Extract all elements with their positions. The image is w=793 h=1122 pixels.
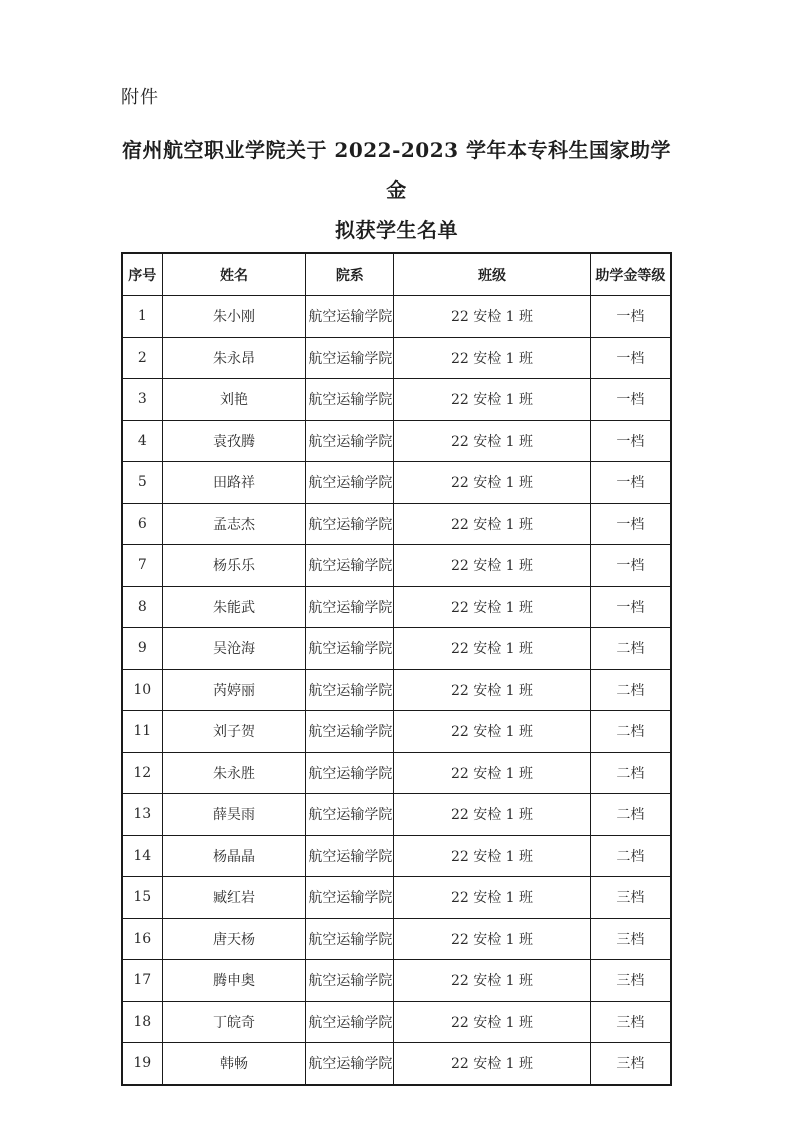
cell-class-name: 22 安检 1 班 (394, 711, 591, 753)
table-row (122, 296, 671, 338)
cell-name: 孟志杰 (162, 503, 306, 545)
table-row (122, 918, 671, 960)
cell-department: 航空运输学院 (306, 669, 394, 711)
cell-class-name: 22 安检 1 班 (394, 1001, 591, 1043)
cell-class-name: 22 安检 1 班 (394, 835, 591, 877)
cell-name: 丁皖奇 (162, 1001, 306, 1043)
cell-grade: 三档 (590, 918, 671, 960)
cell-no: 4 (122, 420, 162, 462)
cell-department: 航空运输学院 (306, 877, 394, 919)
header-class: 班级 (394, 253, 591, 296)
cell-no: 9 (122, 628, 162, 670)
cell-department: 航空运输学院 (306, 794, 394, 836)
cell-name: 韩畅 (162, 1043, 306, 1085)
cell-name: 田路祥 (162, 462, 306, 504)
cell-class-name: 22 安检 1 班 (394, 960, 591, 1002)
cell-name: 杨乐乐 (162, 545, 306, 587)
cell-department: 航空运输学院 (306, 462, 394, 504)
cell-grade: 三档 (590, 877, 671, 919)
header-grade: 助学金等级 (590, 253, 671, 296)
cell-department: 航空运输学院 (306, 420, 394, 462)
cell-no: 12 (122, 752, 162, 794)
header-no: 序号 (122, 253, 162, 296)
cell-department: 航空运输学院 (306, 835, 394, 877)
table-row (122, 835, 671, 877)
cell-name: 朱小刚 (162, 296, 306, 338)
cell-no: 6 (122, 503, 162, 545)
cell-name: 朱能武 (162, 586, 306, 628)
grant-student-table (121, 252, 672, 1086)
table-row (122, 669, 671, 711)
cell-grade: 一档 (590, 462, 671, 504)
attachment-label: 附件 (121, 87, 159, 108)
document-title-line1: 宿州航空职业学院关于 2022-2023 学年本专科生国家助学金 (121, 138, 672, 202)
cell-no: 8 (122, 586, 162, 628)
cell-grade: 一档 (590, 337, 671, 379)
table-header (122, 253, 671, 296)
document-title-line2: 拟获学生名单 (335, 218, 458, 242)
cell-no: 1 (122, 296, 162, 338)
cell-class-name: 22 安检 1 班 (394, 296, 591, 338)
cell-class-name: 22 安检 1 班 (394, 1043, 591, 1085)
cell-name: 袁孜腾 (162, 420, 306, 462)
table-row (122, 794, 671, 836)
cell-grade: 三档 (590, 1043, 671, 1085)
table-row (122, 1001, 671, 1043)
table-row (122, 960, 671, 1002)
cell-grade: 三档 (590, 960, 671, 1002)
cell-grade: 三档 (590, 1001, 671, 1043)
cell-grade: 二档 (590, 752, 671, 794)
cell-no: 19 (122, 1043, 162, 1085)
cell-no: 3 (122, 379, 162, 421)
cell-grade: 一档 (590, 503, 671, 545)
table-row (122, 752, 671, 794)
cell-name: 腾申奥 (162, 960, 306, 1002)
cell-grade: 二档 (590, 794, 671, 836)
cell-department: 航空运输学院 (306, 503, 394, 545)
cell-name: 薛昊雨 (162, 794, 306, 836)
cell-department: 航空运输学院 (306, 918, 394, 960)
cell-class-name: 22 安检 1 班 (394, 918, 591, 960)
cell-department: 航空运输学院 (306, 337, 394, 379)
cell-name: 朱永昂 (162, 337, 306, 379)
cell-name: 杨晶晶 (162, 835, 306, 877)
header-name: 姓名 (162, 253, 306, 296)
cell-department: 航空运输学院 (306, 379, 394, 421)
cell-class-name: 22 安检 1 班 (394, 752, 591, 794)
cell-class-name: 22 安检 1 班 (394, 628, 591, 670)
cell-no: 15 (122, 877, 162, 919)
table-body (122, 296, 671, 1085)
cell-no: 14 (122, 835, 162, 877)
cell-name: 臧红岩 (162, 877, 306, 919)
cell-grade: 二档 (590, 835, 671, 877)
cell-name: 芮婷丽 (162, 669, 306, 711)
cell-grade: 二档 (590, 711, 671, 753)
header-department: 院系 (306, 253, 394, 296)
cell-class-name: 22 安检 1 班 (394, 462, 591, 504)
cell-class-name: 22 安检 1 班 (394, 420, 591, 462)
table-row (122, 628, 671, 670)
cell-name: 吴沧海 (162, 628, 306, 670)
cell-no: 17 (122, 960, 162, 1002)
cell-department: 航空运输学院 (306, 628, 394, 670)
cell-department: 航空运输学院 (306, 1043, 394, 1085)
table-row (122, 420, 671, 462)
cell-class-name: 22 安检 1 班 (394, 669, 591, 711)
table-row (122, 545, 671, 587)
cell-grade: 一档 (590, 296, 671, 338)
table-row (122, 337, 671, 379)
cell-no: 16 (122, 918, 162, 960)
cell-department: 航空运输学院 (306, 1001, 394, 1043)
cell-department: 航空运输学院 (306, 960, 394, 1002)
cell-class-name: 22 安检 1 班 (394, 586, 591, 628)
table-row (122, 503, 671, 545)
table-row (122, 462, 671, 504)
cell-department: 航空运输学院 (306, 545, 394, 587)
cell-department: 航空运输学院 (306, 752, 394, 794)
cell-grade: 一档 (590, 420, 671, 462)
cell-no: 5 (122, 462, 162, 504)
cell-name: 刘艳 (162, 379, 306, 421)
cell-no: 10 (122, 669, 162, 711)
table-row (122, 711, 671, 753)
cell-grade: 一档 (590, 545, 671, 587)
cell-class-name: 22 安检 1 班 (394, 877, 591, 919)
table-row (122, 877, 671, 919)
cell-grade: 一档 (590, 379, 671, 421)
table-header-row (122, 253, 671, 296)
document-title (121, 130, 672, 250)
cell-department: 航空运输学院 (306, 586, 394, 628)
cell-name: 刘子贺 (162, 711, 306, 753)
cell-grade: 二档 (590, 628, 671, 670)
cell-class-name: 22 安检 1 班 (394, 503, 591, 545)
cell-class-name: 22 安检 1 班 (394, 794, 591, 836)
cell-name: 唐天杨 (162, 918, 306, 960)
cell-no: 18 (122, 1001, 162, 1043)
cell-no: 13 (122, 794, 162, 836)
cell-class-name: 22 安检 1 班 (394, 545, 591, 587)
cell-no: 2 (122, 337, 162, 379)
cell-name: 朱永胜 (162, 752, 306, 794)
cell-department: 航空运输学院 (306, 296, 394, 338)
cell-no: 7 (122, 545, 162, 587)
table-row (122, 1043, 671, 1085)
cell-no: 11 (122, 711, 162, 753)
table-row (122, 379, 671, 421)
cell-grade: 一档 (590, 586, 671, 628)
table-row (122, 586, 671, 628)
cell-grade: 二档 (590, 669, 671, 711)
cell-class-name: 22 安检 1 班 (394, 337, 591, 379)
cell-department: 航空运输学院 (306, 711, 394, 753)
cell-class-name: 22 安检 1 班 (394, 379, 591, 421)
